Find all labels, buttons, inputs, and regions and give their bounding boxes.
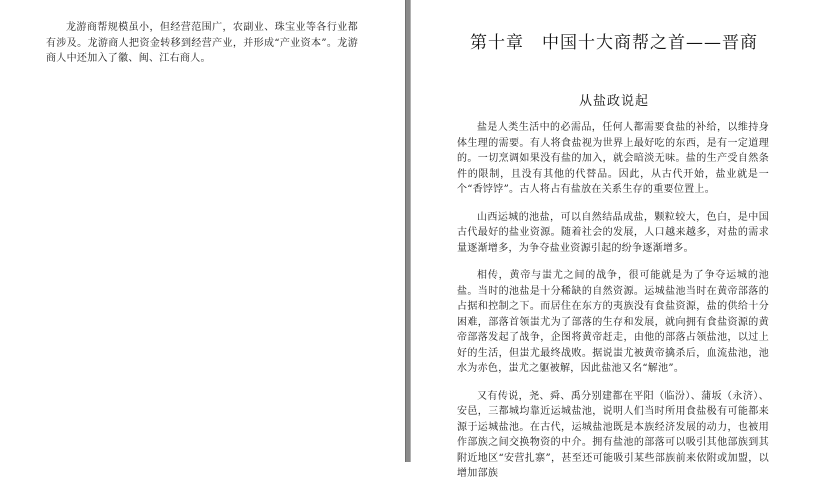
left-page: [0, 0, 405, 462]
body-paragraph-3: 相传，黄帝与蚩尤之间的战争，很可能就是为了争夺运城的池盐。当时的池盐是十分稀缺的自然资源。运城盐池当时在黄帝部落的占据和控制之下。而居住在东方的夷族没有食盐资源，盐的供给十分困难，部落首领蚩尤为了部落的生存和发展，就向拥有食盐资源的黄帝部落发起了战争，企图将黄帝赶走，由他的部落占领盐池，以过上好的生活，但蚩尤最终战败。据说蚩尤被黄帝擒杀后，血流盐池，池水为赤色，蚩尤之躯被解，因此盐池又名“解池”。: [457, 270, 769, 374]
body-paragraph-1: 盐是人类生活中的必需品，任何人都需要食盐的补给，以维持身体生理的需要。有人将食盐视为世界上最好吃的东西，是有一定道理的。一切烹调如果没有盐的加入，就会暗淡无味。盐的生产受自然条件的限制，且没有其他的代替品。因此，从古代开始，盐业就是一个“香饽饽”。古人将占有盐放在关系生存的重要位置上。: [457, 122, 769, 195]
chapter-title: 第十章 中国十大商帮之首——晋商: [470, 33, 758, 53]
body-paragraph-2: 山西运城的池盐，可以自然结晶成盐，颗粒较大，色白，是中国古代最好的盐业资源。随着社会的发展，人口越来越多，对盐的需求量逐渐增多，为争夺盐业资源引起的纷争逐渐增多。: [457, 211, 769, 254]
right-page-body: [457, 120, 769, 494]
body-paragraph-4: 又有传说，尧、舜、禹分别建都在平阳（临汾）、蒲坂（永济）、安邑，三都城均靠近运城盐池，说明人们当时所用食盐极有可能都来源于运城盐池。在古代，运城盐池既是本族经济发展的动力，也被用作部族之间交换物资的中介。拥有盐池的部落可以吸引其他部族到其附近地区“安营扎寨”，甚至还可能吸引某些部族前来依附或加盟，以增加部族: [457, 390, 769, 479]
section-title: 从盐政说起: [578, 94, 649, 109]
right-page: [411, 0, 817, 479]
left-page-body: [46, 20, 358, 67]
left-page-paragraph: 龙游商帮规模虽小，但经营范围广，农副业、珠宝业等各行业都有涉及。龙游商人把资金转移到经营产业，并形成“产业资本”。龙游商人中还加入了徽、闽、江右商人。: [46, 22, 358, 64]
